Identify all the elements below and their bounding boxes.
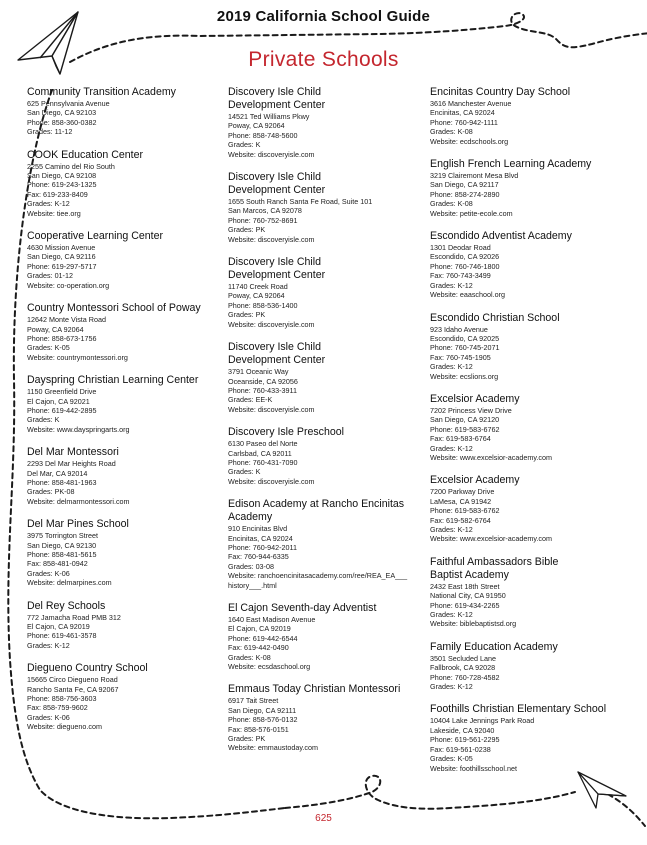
school-entry (430, 641, 635, 692)
school-detail-line: Phone: 619-561-2295 (430, 735, 500, 745)
school-entry (27, 662, 232, 731)
school-website: Website: ecslions.org (430, 371, 499, 381)
school-website: Website: discoveryisle.com (228, 234, 315, 244)
school-detail-line: 7200 Parkway Drive (430, 487, 495, 497)
school-entry (27, 86, 232, 137)
school-detail-line: 1655 South Ranch Santa Fe Road, Suite 101 (228, 197, 373, 207)
school-detail-line: Phone: 760-752-8691 (228, 215, 298, 225)
school-detail-line: Phone: 619-442-6544 (228, 633, 298, 643)
school-detail-line: Phone: 760-431-7090 (228, 457, 298, 467)
school-entry (228, 341, 433, 414)
school-detail-line: Fax: 760-745-1905 (430, 352, 491, 362)
guide-title: 2019 California School Guide (216, 8, 431, 25)
section-title: Private Schools (248, 48, 399, 71)
school-detail-line: Phone: 760-942-2011 (228, 542, 298, 552)
school-detail-line: Phone: 858-536-1400 (228, 300, 298, 310)
school-detail-line: Fax: 619-442-0490 (228, 643, 289, 653)
school-detail-line: 2293 Del Mar Heights Road (27, 459, 116, 469)
school-name: Foothills Christian Elementary School (430, 703, 607, 716)
school-detail-line: El Cajon, CA 92019 (228, 624, 291, 634)
school-detail-line: LaMesa, CA 91942 (430, 496, 492, 506)
school-website: Website: countrymontessori.org (27, 352, 128, 362)
school-name: Development Center (228, 269, 326, 282)
school-detail-line: Grades: 01-12 (27, 271, 73, 281)
school-entry (228, 256, 433, 329)
school-detail-line: Phone: 858-274-2890 (430, 189, 500, 199)
school-name: Discovery Isle Child (228, 341, 322, 354)
school-detail-line: Fax: 619-583-6764 (430, 434, 491, 444)
school-detail-line: San Diego, CA 92103 (27, 108, 97, 118)
school-name: Development Center (228, 184, 326, 197)
school-name: Excelsior Academy (430, 392, 520, 405)
school-detail-line: Fax: 760-743-3499 (430, 271, 491, 281)
school-detail-line: 10404 Lake Jennings Park Road (430, 716, 535, 726)
school-detail-line: 3501 Secluded Lane (430, 653, 496, 663)
school-detail-line: Encinitas, CA 92024 (430, 108, 495, 118)
school-detail-line: Fallbrook, CA 92028 (430, 663, 496, 673)
school-detail-line: Grades: K-12 (27, 199, 70, 209)
school-website: Website: www.dayspringarts.org (27, 424, 130, 434)
school-detail-line: Grades: EE-K (228, 395, 273, 405)
school-detail-line: Phone: 619-434-2265 (430, 600, 500, 610)
school-website: Website: www.excelsior-academy.com (430, 534, 552, 544)
school-entry (27, 302, 232, 362)
school-detail-line: Phone: 760-433-3911 (228, 385, 298, 395)
school-website: Website: emmaustoday.com (228, 743, 319, 753)
school-website: Website: co-operation.org (27, 280, 110, 290)
school-entry (27, 149, 232, 218)
school-detail-line: 6130 Paseo del Norte (228, 439, 298, 449)
school-name: Development Center (228, 99, 326, 111)
school-website: Website: petite-ecole.com (430, 208, 513, 218)
school-detail-line: Poway, CA 92064 (228, 121, 285, 131)
school-name: Del Mar Pines School (27, 518, 129, 531)
school-detail-line: 1150 Greenfield Drive (27, 387, 97, 397)
school-name: Dayspring Christian Learning Center (27, 374, 199, 387)
column-2 (228, 86, 433, 765)
school-detail-line: 2432 East 18th Street (430, 581, 500, 591)
school-detail-line: 7202 Princess View Drive (430, 405, 512, 415)
school-website: Website: biblebaptistsd.org (430, 619, 517, 629)
school-detail-line: Grades: PK (228, 310, 266, 320)
school-detail-line: 4630 Mission Avenue (27, 243, 96, 253)
school-detail-line: Phone: 858-748-5600 (228, 130, 298, 140)
school-name: Del Rey Schools (27, 599, 106, 612)
school-detail-line: Lakeside, CA 92040 (430, 725, 495, 735)
school-detail-line: National City, CA 91950 (430, 591, 506, 601)
school-name: Discovery Isle Child (228, 256, 322, 269)
school-detail-line: Phone: 619-243-1325 (27, 180, 97, 190)
school-entry (27, 446, 232, 506)
school-website: Website: delmarpines.com (27, 578, 112, 588)
school-detail-line: Grades: K (228, 140, 261, 150)
school-detail-line: 6917 Tait Street (228, 696, 279, 706)
school-detail-line: Grades: 03-08 (228, 561, 274, 571)
school-name: Discovery Isle Child (228, 171, 322, 184)
school-detail-line: Grades: PK-08 (27, 487, 75, 497)
school-detail-line: Grades: PK (228, 734, 266, 744)
school-website: Website: ecdschools.org (430, 136, 509, 146)
school-detail-line: Grades: K (27, 415, 60, 425)
school-detail-line: Grades: 11-12 (27, 127, 73, 137)
school-detail-line: San Diego, CA 92117 (430, 180, 499, 190)
school-detail-line: Phone: 760-745-2071 (430, 343, 500, 353)
school-detail-line: Poway, CA 92064 (228, 291, 285, 301)
school-detail-line: Grades: PK (228, 225, 266, 235)
school-detail-line: Phone: 858-481-1963 (27, 477, 97, 487)
school-detail-line: Escondido, CA 92026 (430, 252, 500, 262)
school-name: Del Mar Montessori (27, 446, 119, 459)
school-entry (430, 86, 635, 146)
school-detail-line: Phone: 858-360-0382 (27, 117, 97, 127)
school-entry (430, 474, 635, 543)
school-detail-line: San Marcos, CA 92078 (228, 206, 302, 216)
school-detail-line: 1301 Deodar Road (430, 243, 491, 253)
page-number: 625 (315, 813, 332, 824)
school-name: Baptist Academy (430, 568, 509, 581)
school-detail-line: Phone: 760-728-4582 (430, 672, 500, 682)
school-detail-line: Fax: 619-561-0238 (430, 744, 491, 754)
school-detail-line: Fax: 858-759-9602 (27, 703, 88, 713)
school-detail-line: 625 Pennsylvania Avenue (27, 99, 110, 108)
school-detail-line: Phone: 858-576-0132 (228, 715, 298, 725)
school-entry (27, 374, 232, 434)
school-entry (27, 600, 232, 651)
school-detail-line: El Cajon, CA 92021 (27, 396, 90, 406)
school-detail-line: Grades: K (228, 467, 261, 477)
school-detail-line: history___.html (228, 580, 277, 590)
school-detail-line: El Cajon, CA 92019 (27, 622, 90, 632)
school-detail-line: Carlsbad, CA 92011 (228, 448, 292, 458)
school-entry (228, 498, 433, 590)
school-name: Family Education Academy (430, 640, 558, 653)
school-entry (430, 703, 635, 772)
school-detail-line: Fax: 619-582-6764 (430, 515, 491, 525)
school-detail-line: Fax: 619-233-8409 (27, 189, 88, 199)
school-entry (228, 683, 433, 752)
school-name: Escondido Adventist Academy (430, 230, 572, 243)
school-name: English French Learning Academy (430, 158, 592, 171)
school-name: Development Center (228, 354, 326, 367)
school-website: Website: tiee.org (27, 208, 81, 218)
school-detail-line: San Diego, CA 92108 (27, 171, 97, 181)
school-detail-line: Phone: 619-583-6762 (430, 506, 500, 516)
school-detail-line: Rancho Santa Fe, CA 92067 (27, 684, 119, 694)
school-detail-line: Escondido, CA 92025 (430, 333, 500, 343)
school-website: Website: ecsdaschool.org (228, 662, 311, 672)
school-entry (228, 86, 433, 159)
school-entry (228, 426, 433, 486)
school-entry (430, 158, 635, 218)
school-detail-line: Phone: 619-297-5717 (27, 261, 97, 271)
school-detail-line: 14521 Ted Williams Pkwy (228, 112, 310, 121)
school-detail-line: 1640 East Madison Avenue (228, 615, 316, 624)
school-name: El Cajon Seventh-day Adventist (228, 602, 377, 614)
school-detail-line: Phone: 858-673-1756 (27, 333, 97, 343)
school-website: Website: eaaschool.org (430, 290, 505, 300)
school-name: COOK Education Center (27, 148, 143, 161)
school-detail-line: Del Mar, CA 92014 (27, 468, 88, 478)
school-detail-line: Grades: K-08 (430, 199, 473, 209)
school-detail-line: 923 Idaho Avenue (430, 324, 488, 334)
school-name: Academy (228, 511, 273, 524)
school-detail-line: Grades: K-05 (430, 754, 473, 764)
school-entry (430, 230, 635, 299)
school-detail-line: Grades: K-06 (27, 712, 70, 722)
school-name: Faithful Ambassadors Bible (430, 555, 559, 568)
school-name: Discovery Isle Preschool (228, 426, 344, 439)
school-detail-line: Poway, CA 92064 (27, 324, 84, 334)
school-name: Edison Academy at Rancho Encinitas (228, 498, 405, 511)
school-detail-line: San Diego, CA 92116 (27, 252, 96, 262)
school-website: Website: discoveryisle.com (228, 319, 315, 329)
school-detail-line: Phone: 619-583-6762 (430, 424, 500, 434)
school-detail-line: San Diego, CA 92130 (27, 540, 97, 550)
school-detail-line: Grades: K-12 (430, 280, 473, 290)
school-detail-line: Grades: K-12 (430, 525, 473, 534)
school-name: Cooperative Learning Center (27, 230, 164, 243)
school-entry (430, 556, 635, 629)
school-detail-line: Encinitas, CA 92024 (228, 533, 293, 543)
school-name: Community Transition Academy (27, 86, 176, 98)
school-detail-line: Grades: K-08 (228, 652, 271, 662)
school-detail-line: 772 Jamacha Road PMB 312 (27, 612, 121, 622)
school-entry (430, 393, 635, 462)
school-entry (228, 602, 433, 671)
school-detail-line: 2255 Camino del Rio South (27, 161, 115, 171)
school-detail-line: Grades: K-05 (27, 343, 70, 353)
school-website: Website: foothillsschool.net (430, 763, 517, 773)
school-detail-line: 3616 Manchester Avenue (430, 99, 512, 108)
school-name: Emmaus Today Christian Montessori (228, 683, 401, 696)
school-website: Website: discoveryisle.com (228, 476, 315, 486)
school-detail-line: Grades: K-12 (430, 362, 473, 372)
school-detail-line: Oceanside, CA 92056 (228, 376, 298, 386)
school-detail-line: Phone: 760-746-1800 (430, 261, 500, 271)
school-website: Website: delmarmontessori.com (27, 496, 130, 506)
school-name: Diegueno Country School (27, 662, 148, 675)
school-name: Excelsior Academy (430, 474, 520, 487)
school-detail-line: 910 Encinitas Blvd (228, 524, 288, 534)
school-detail-line: Phone: 619-461-3578 (27, 631, 97, 641)
school-detail-line: Phone: 858-481-5615 (27, 550, 97, 559)
school-entry (27, 518, 232, 587)
school-website: Website: ranchoencinitasacademy.com/ree/REA_EA___ (228, 571, 408, 581)
school-name: Escondido Christian School (430, 311, 560, 324)
school-detail-line: 12642 Monte Vista Road (27, 315, 106, 325)
school-detail-line: Grades: K-06 (27, 568, 70, 578)
school-entry (27, 230, 232, 290)
school-detail-line: Grades: K-12 (430, 682, 473, 692)
school-detail-line: Grades: K-12 (430, 443, 473, 453)
school-detail-line: 3791 Oceanic Way (228, 367, 289, 377)
school-detail-line: Phone: 858-756-3603 (27, 694, 97, 704)
school-detail-line: Phone: 760-942-1111 (430, 117, 498, 127)
school-name: Discovery Isle Child (228, 86, 322, 98)
school-detail-line: 3975 Torrington Street (27, 531, 98, 541)
school-entry (430, 312, 635, 381)
school-detail-line: Fax: 858-481-0942 (27, 559, 88, 569)
school-detail-line: Fax: 760-944-6335 (228, 552, 289, 562)
school-entry (228, 171, 433, 244)
school-detail-line: San Diego, CA 92111 (228, 705, 297, 715)
school-detail-line: 15665 Circo Diegueno Road (27, 675, 118, 685)
school-detail-line: Grades: K-08 (430, 127, 473, 137)
school-name: Encinitas Country Day School (430, 86, 571, 98)
school-detail-line: 11740 Creek Road (228, 282, 288, 292)
school-name: Country Montessori School of Poway (27, 302, 201, 315)
school-detail-line: Phone: 619-442-2895 (27, 405, 97, 415)
school-website: Website: discoveryisle.com (228, 149, 315, 159)
school-detail-line: Grades: K-12 (27, 640, 70, 650)
school-detail-line: Fax: 858-576-0151 (228, 724, 289, 734)
column-1 (27, 86, 232, 744)
school-detail-line: Grades: K-12 (430, 610, 473, 620)
school-website: Website: discoveryisle.com (228, 404, 315, 414)
school-website: Website: diegueno.com (27, 722, 102, 732)
school-detail-line: 3219 Clairemont Mesa Blvd (430, 171, 519, 181)
school-detail-line: San Diego, CA 92120 (430, 415, 500, 425)
column-3 (430, 86, 635, 785)
school-website: Website: www.excelsior-academy.com (430, 452, 552, 462)
